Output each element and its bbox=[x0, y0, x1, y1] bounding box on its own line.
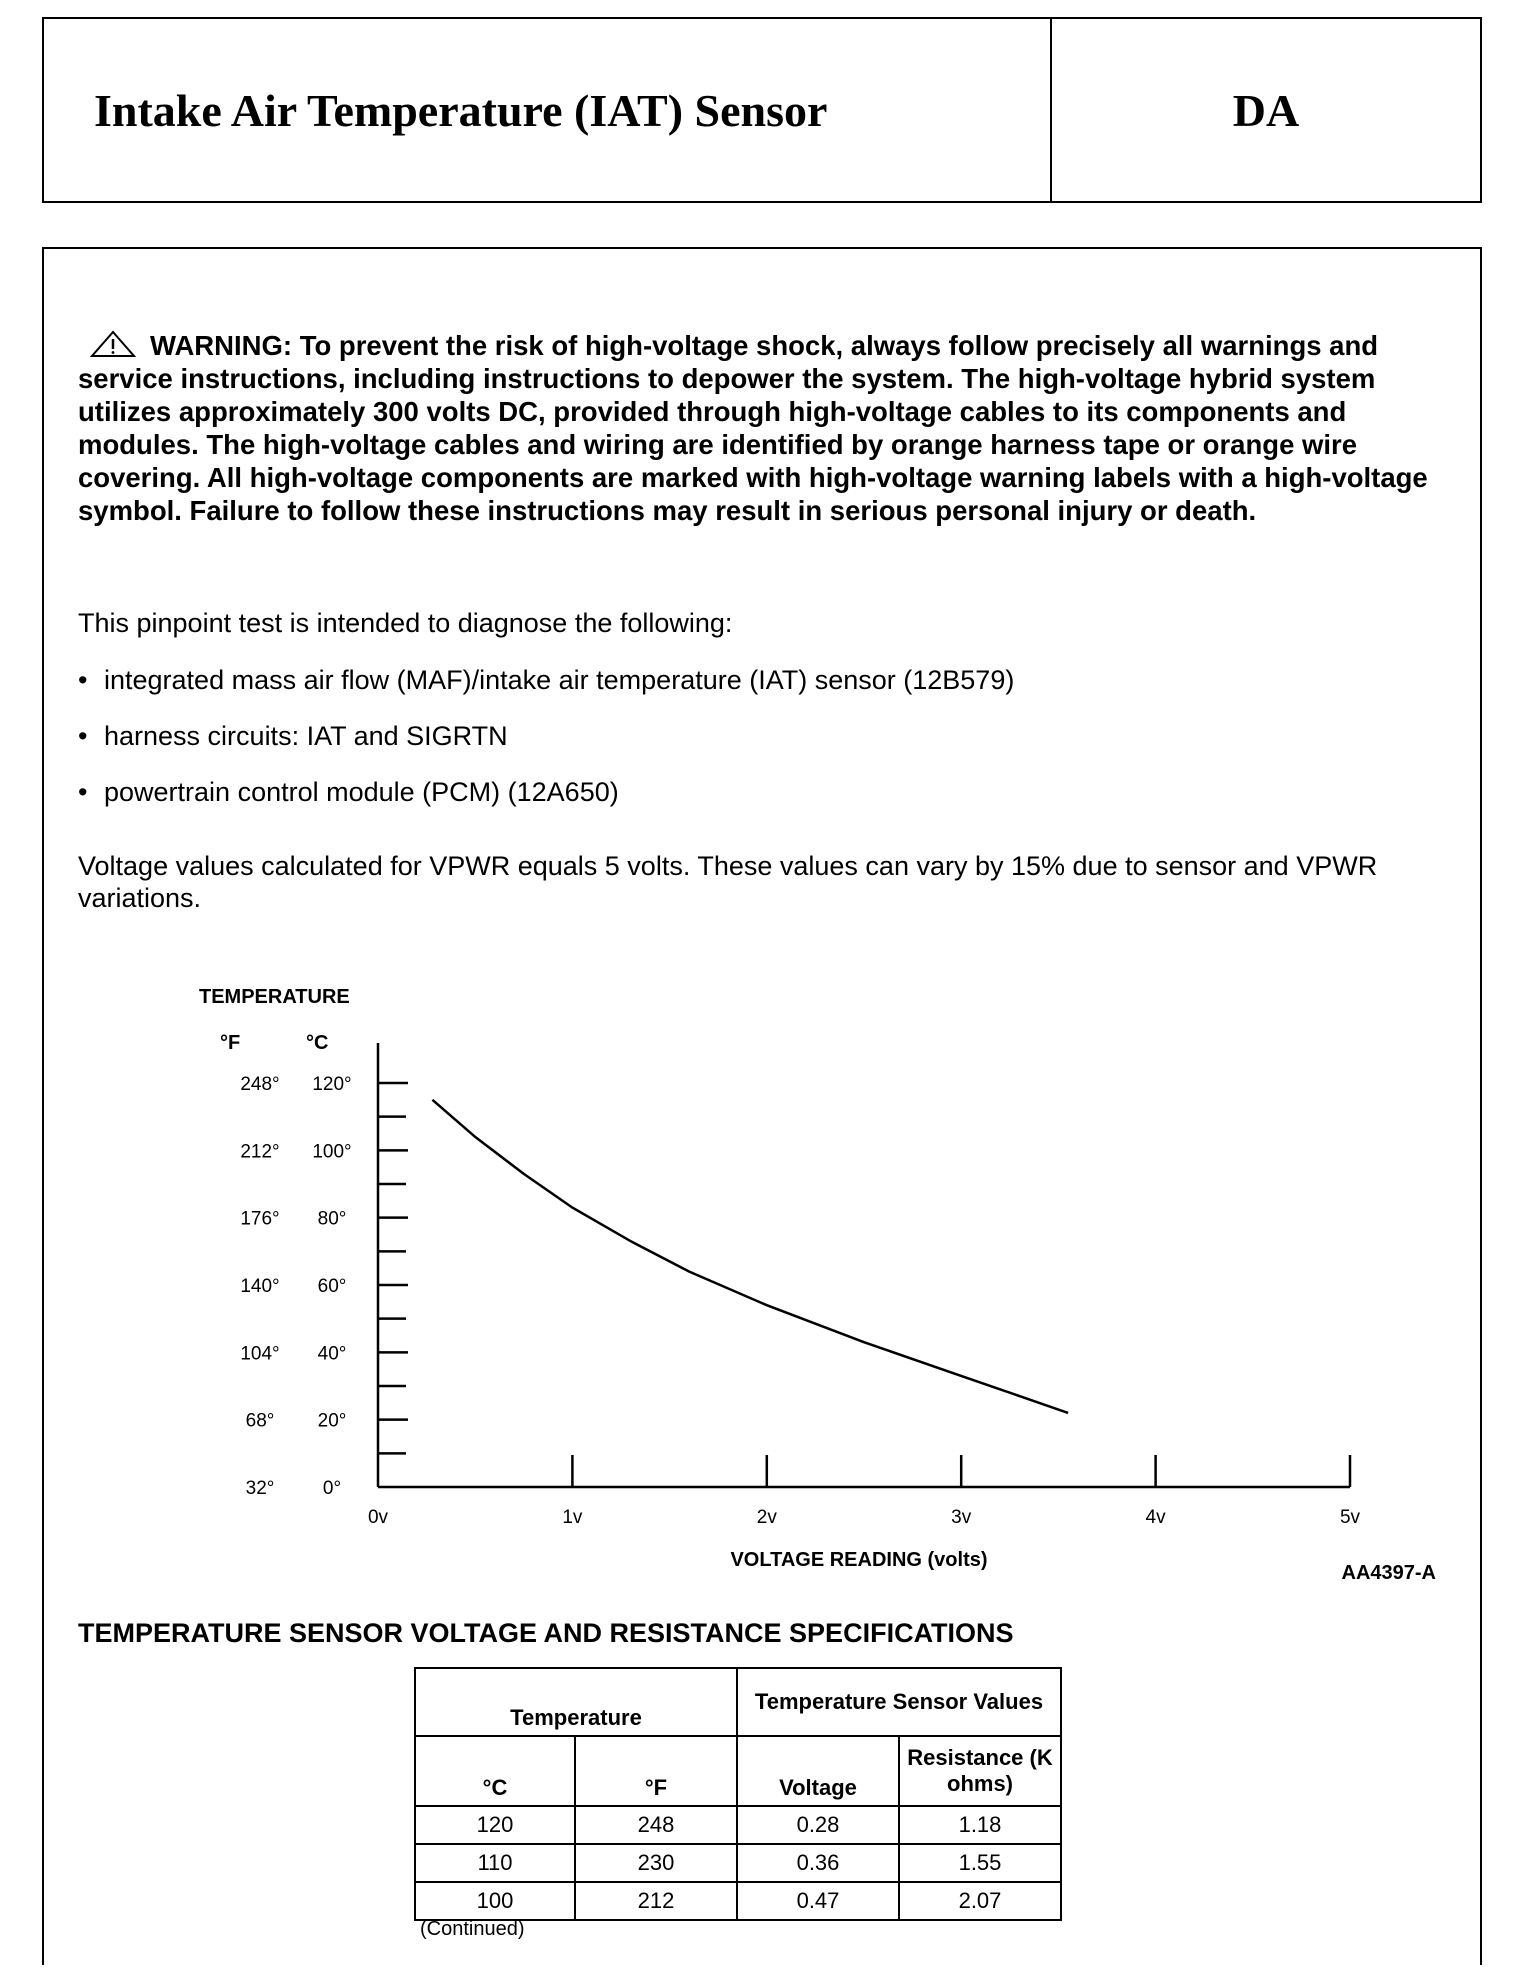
chart-y-tick-label-f: 32° bbox=[245, 1478, 275, 1499]
content-panel bbox=[42, 247, 1482, 1965]
list-item: • harness circuits: IAT and SIGRTN bbox=[78, 721, 508, 751]
table-cell: 100 bbox=[415, 1882, 575, 1920]
chart-ylabel-c: °C bbox=[306, 1032, 329, 1054]
spec-table-title: TEMPERATURE SENSOR VOLTAGE AND RESISTANCE SPECIFICATIONS bbox=[78, 1618, 1014, 1648]
temperature-voltage-chart bbox=[44, 249, 1480, 1649]
column-header-resistance: Resistance (K ohms) bbox=[899, 1736, 1061, 1806]
voltage-note: Voltage values calculated for VPWR equals 5 volts. These values can vary by 15% due to sensor and VPWR variations. bbox=[78, 851, 1378, 913]
chart-y-tick-label-f: 248° bbox=[240, 1074, 280, 1095]
chart-y-tick-label-f: 176° bbox=[240, 1208, 280, 1230]
spec-table bbox=[414, 1667, 1062, 1921]
table-cell: 0.28 bbox=[737, 1806, 899, 1844]
warning-text: WARNING: To prevent the risk of high-voltage shock, always follow precisely all warnings and service instructions, including instructions to depower the system. The high-voltage hybrid system utilizes approximately 300 volts DC, provided through high-voltage cables to its components and modules. The high-voltage cables and wiring are identified by orange harness tape or orange wire covering. All high-voltage components are marked with high-voltage warning labels with a high-voltage symbol. Failure to follow these instructions may result in serious personal injury or death. bbox=[78, 330, 1428, 526]
table-cell: 248 bbox=[575, 1806, 737, 1844]
chart-x-tick-label: 2v bbox=[756, 1507, 777, 1528]
chart-x-tick-label: 0v bbox=[367, 1507, 389, 1528]
chart-y-tick-label-f: 140° bbox=[240, 1276, 280, 1297]
column-header-voltage: Voltage bbox=[737, 1736, 899, 1806]
table-row bbox=[415, 1882, 1061, 1920]
chart-x-tick-label: 5v bbox=[1339, 1507, 1361, 1528]
list-item-text: integrated mass air flow (MAF)/intake air temperature (IAT) sensor (12B579) bbox=[104, 665, 1015, 695]
chart-y-tick-label-c: 120° bbox=[312, 1074, 352, 1095]
chart-series-line bbox=[432, 1100, 1068, 1413]
chart-y-tick-label-c: 80° bbox=[317, 1208, 347, 1230]
chart-xlabel: VOLTAGE READING (volts) bbox=[730, 1549, 988, 1571]
table-cell: 0.47 bbox=[737, 1882, 899, 1920]
chart-y-tick-label-c: 100° bbox=[312, 1141, 352, 1163]
chart-y-tick-label-f: 212° bbox=[240, 1141, 280, 1163]
chart-y-tick-label-f: 68° bbox=[245, 1410, 275, 1432]
list-item: • powertrain control module (PCM) (12A650) bbox=[78, 777, 619, 807]
chart-x-tick-label: 1v bbox=[562, 1507, 583, 1528]
chart-x-tick-label: 4v bbox=[1145, 1507, 1166, 1528]
table-header-sensor-values: Temperature Sensor Values bbox=[737, 1668, 1061, 1736]
chart-y-tick-label-c: 40° bbox=[317, 1343, 347, 1365]
chart-ylabel-f: °F bbox=[220, 1032, 241, 1054]
list-item-text: harness circuits: IAT and SIGRTN bbox=[104, 721, 508, 751]
section-code: DA bbox=[1232, 84, 1300, 136]
intro-text: This pinpoint test is intended to diagnose the following: bbox=[78, 608, 733, 638]
column-header-c: °C bbox=[415, 1736, 575, 1806]
table-continued-note: (Continued) bbox=[420, 1918, 525, 1940]
chart-x-tick-label: 3v bbox=[951, 1507, 972, 1528]
list-item-text: powertrain control module (PCM) (12A650) bbox=[104, 777, 619, 807]
table-header-temperature: Temperature bbox=[415, 1668, 737, 1736]
table-row bbox=[415, 1844, 1061, 1882]
chart-y-tick-label-c: 20° bbox=[317, 1410, 347, 1432]
table-cell: 1.55 bbox=[899, 1844, 1061, 1882]
figure-id: AA4397-A bbox=[1341, 1562, 1436, 1584]
list-item: • integrated mass air flow (MAF)/intake air temperature (IAT) sensor (12B579) bbox=[78, 665, 1015, 695]
chart-y-tick-label-c: 0° bbox=[322, 1478, 342, 1499]
table-cell: 230 bbox=[575, 1844, 737, 1882]
table-cell: 110 bbox=[415, 1844, 575, 1882]
table-cell: 2.07 bbox=[899, 1882, 1061, 1920]
chart-y-tick-label-c: 60° bbox=[317, 1276, 347, 1297]
table-cell: 1.18 bbox=[899, 1806, 1061, 1844]
table-row bbox=[415, 1806, 1061, 1844]
column-header-f: °F bbox=[575, 1736, 737, 1806]
chart-ylabel: TEMPERATURE bbox=[199, 986, 350, 1008]
table-cell: 212 bbox=[575, 1882, 737, 1920]
page-title: Intake Air Temperature (IAT) Sensor bbox=[44, 19, 1052, 201]
table-cell: 120 bbox=[415, 1806, 575, 1844]
page-header bbox=[42, 17, 1482, 203]
table-cell: 0.36 bbox=[737, 1844, 899, 1882]
chart-y-tick-label-f: 104° bbox=[240, 1343, 280, 1365]
